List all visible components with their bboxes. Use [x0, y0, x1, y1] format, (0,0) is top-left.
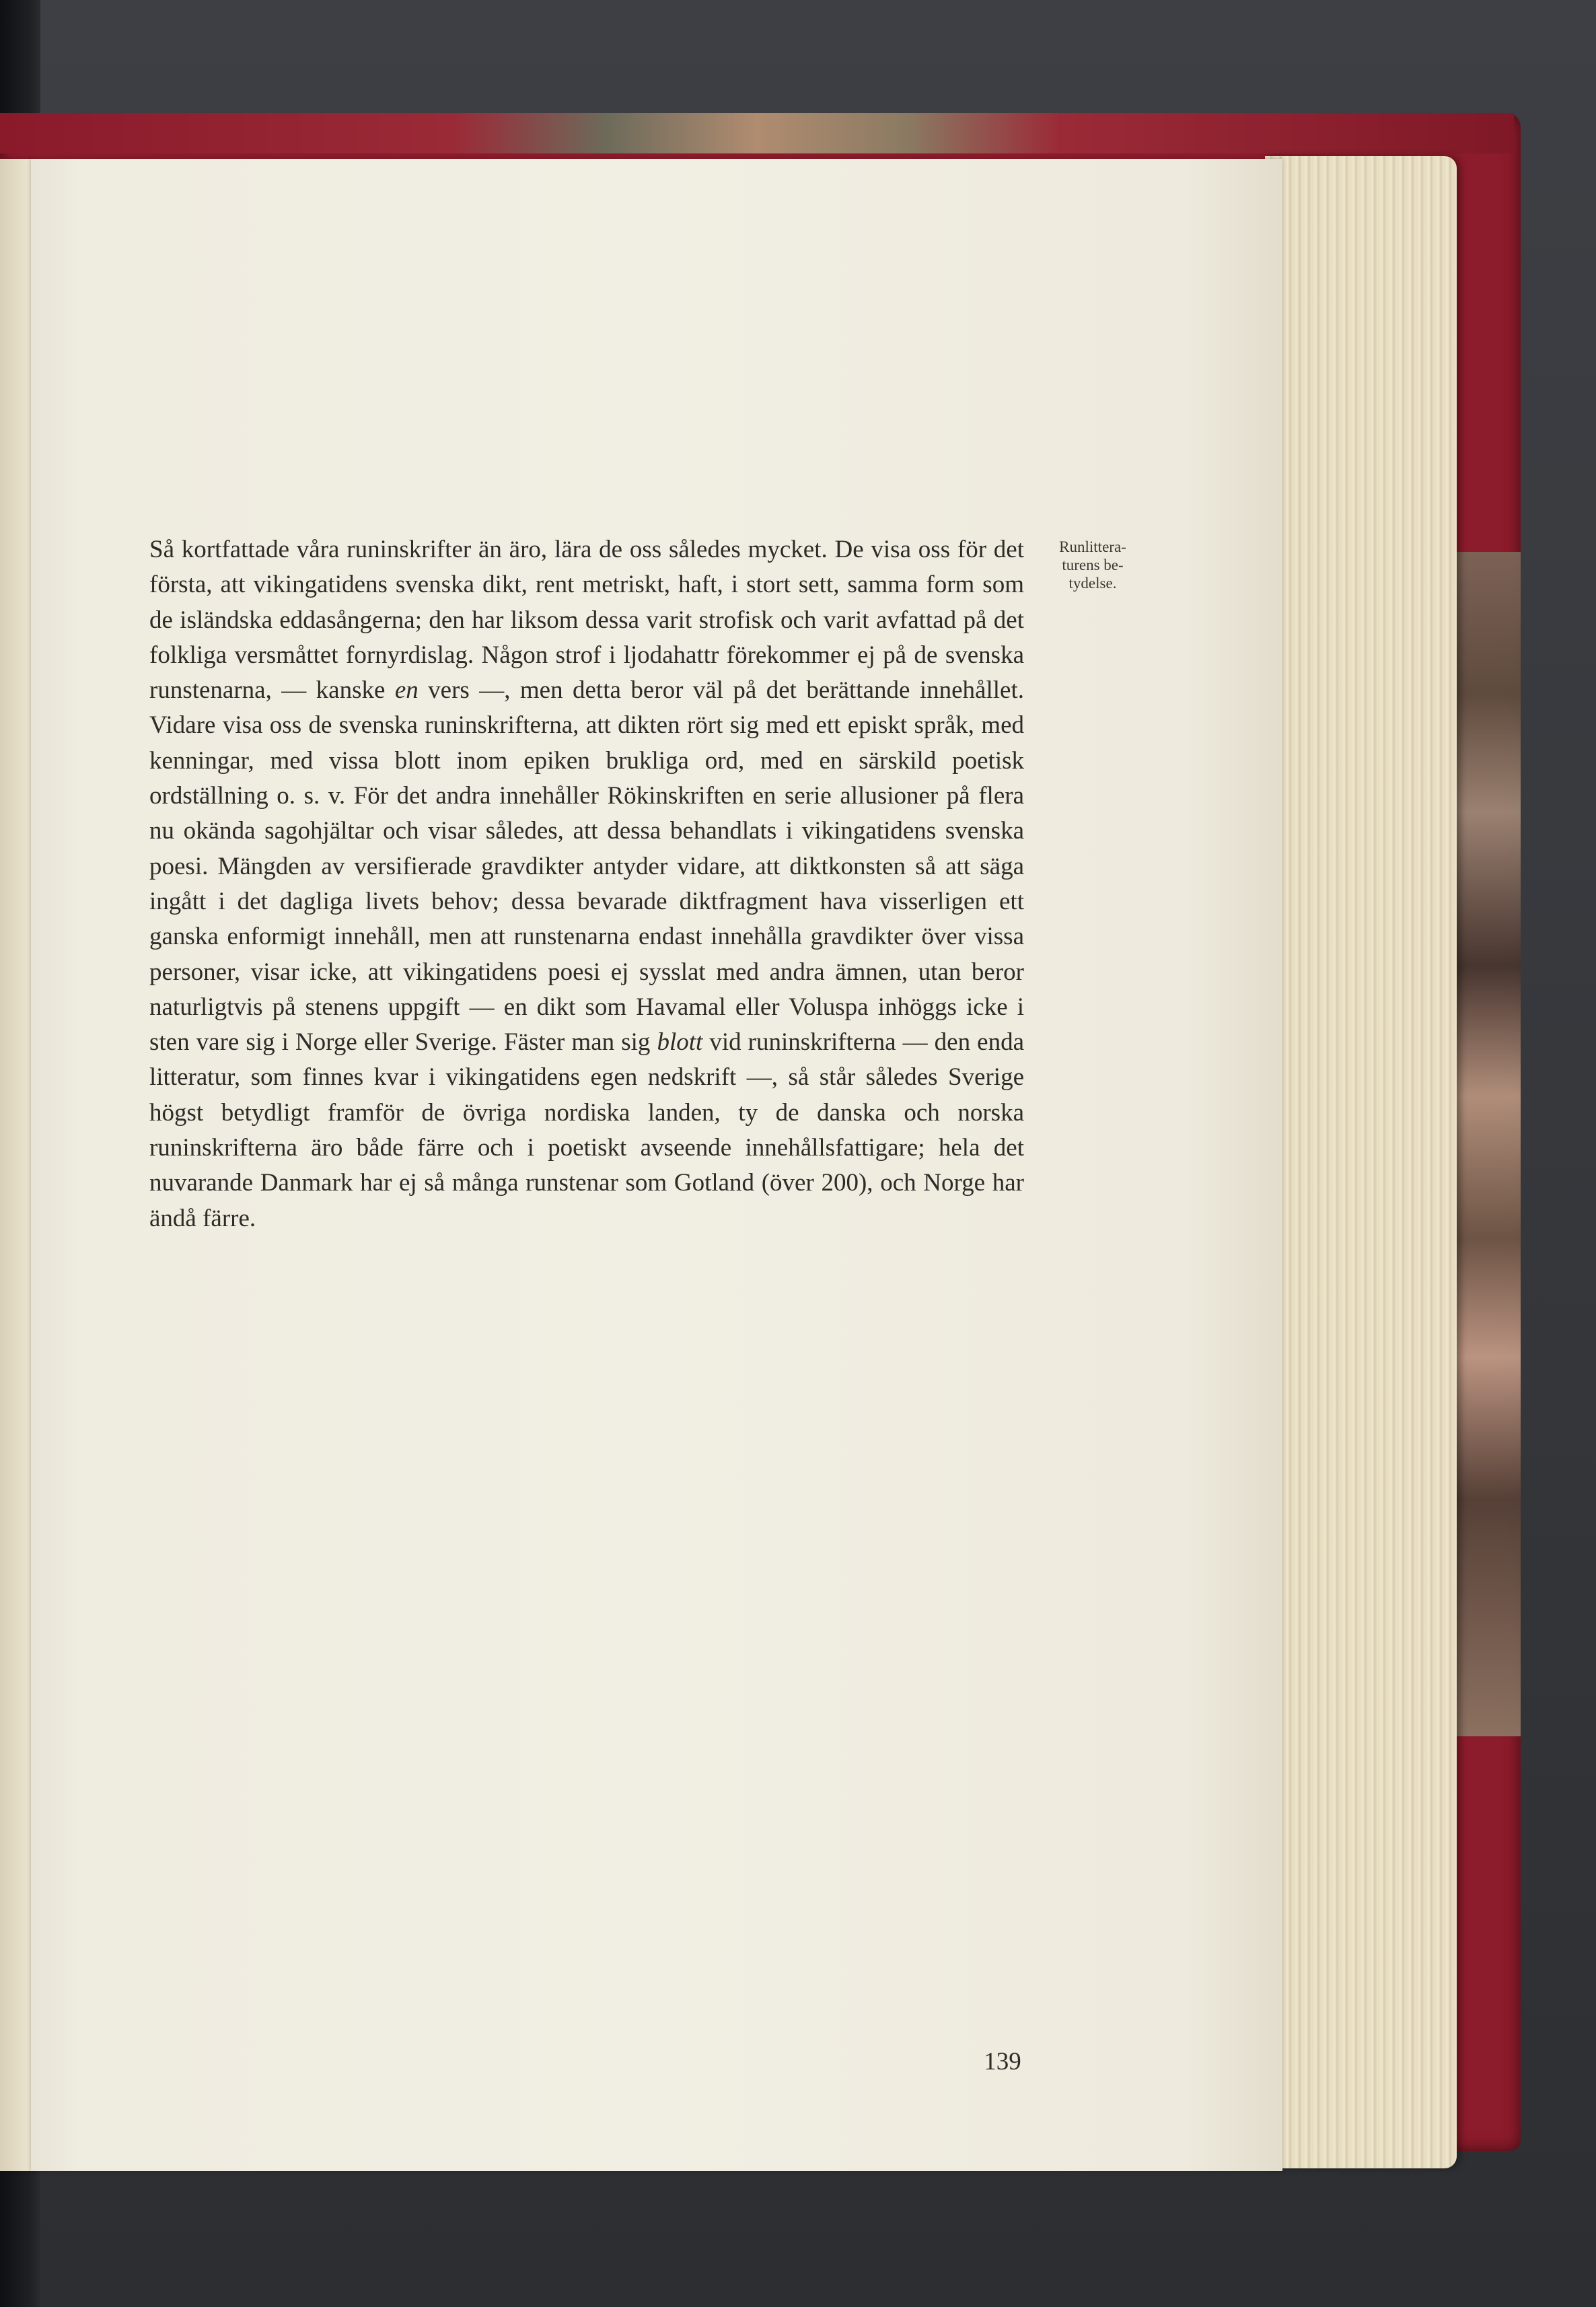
book-page — [31, 159, 1282, 2171]
marginal-note-line-1: Runlittera- — [1059, 538, 1126, 555]
body-text-part-3: vid runinskrifterna — den enda litteratur, som finnes kvar i vikingatidens egen nedskrift —, så står således Sverige högst betydligt framför de övriga nordiska landen, ty de danska och norska runinskrifterna äro både färre och i poetiskt avseende innehållsfattigare; hela det nuvarande Danmark har ej så många runstenar som Gotland (över 200), och Norge har ändå färre. — [149, 1028, 1024, 1232]
page-number: 139 — [984, 2048, 1021, 2075]
body-italic-blott: blott — [657, 1028, 703, 1057]
left-page-edge — [0, 159, 31, 2171]
body-italic-en: en — [394, 676, 419, 705]
marginal-note-line-3: tydelse. — [1068, 575, 1117, 592]
marbled-endpaper — [1453, 552, 1521, 1736]
marginal-note — [1032, 538, 1153, 592]
page-edges — [1265, 156, 1457, 2168]
body-text-part-2: vers —, men detta beror väl på det berättande innehållet. Vidare visa oss de svenska runinskrifterna, att dikten rört sig med ett episkt språk, med kenningar, med vissa blott inom epiken brukliga ord, med en särskild poetisk ordställning o. s. v. För det andra innehåller Rökinskriften en serie allusioner på flera nu okända sagohjältar och visar således, att dessa behandlats i vikingatidens svenska poesi. Mängden av versifierade gravdikter antyder vidare, att diktkonsten så att säga ingått i det dagliga livets behov; dessa bevarade diktfragment hava visserligen ett ganska enformigt innehåll, men att runstenarna endast innehålla gravdikter över vissa personer, visar icke, att vikingatidens poesi ej sysslat med andra ämnen, utan beror naturligtvis på stenens uppgift — en dikt som Havamal eller Voluspa inhöggs icke i sten vare sig i Norge eller Sverige. Fäster man sig — [149, 676, 1024, 1057]
body-text-part-1: Så kortfattade våra runinskrifter än äro, lära de oss således mycket. De visa oss för det första, att vikingatidens svenska dikt, rent metriskt, haft, i stort sett, samma form som de isländska eddasångerna; den har liksom dessa varit strofisk och varit avfattad på det folkliga versmåttet fornyrdislag. Någon strof i ljodahattr förekommer ej på de svenska runstenarna, — kanske — [149, 536, 1024, 705]
marginal-note-line-2: turens be- — [1062, 557, 1124, 573]
cover-top-edge — [0, 113, 1514, 153]
body-paragraph — [149, 532, 1024, 1236]
